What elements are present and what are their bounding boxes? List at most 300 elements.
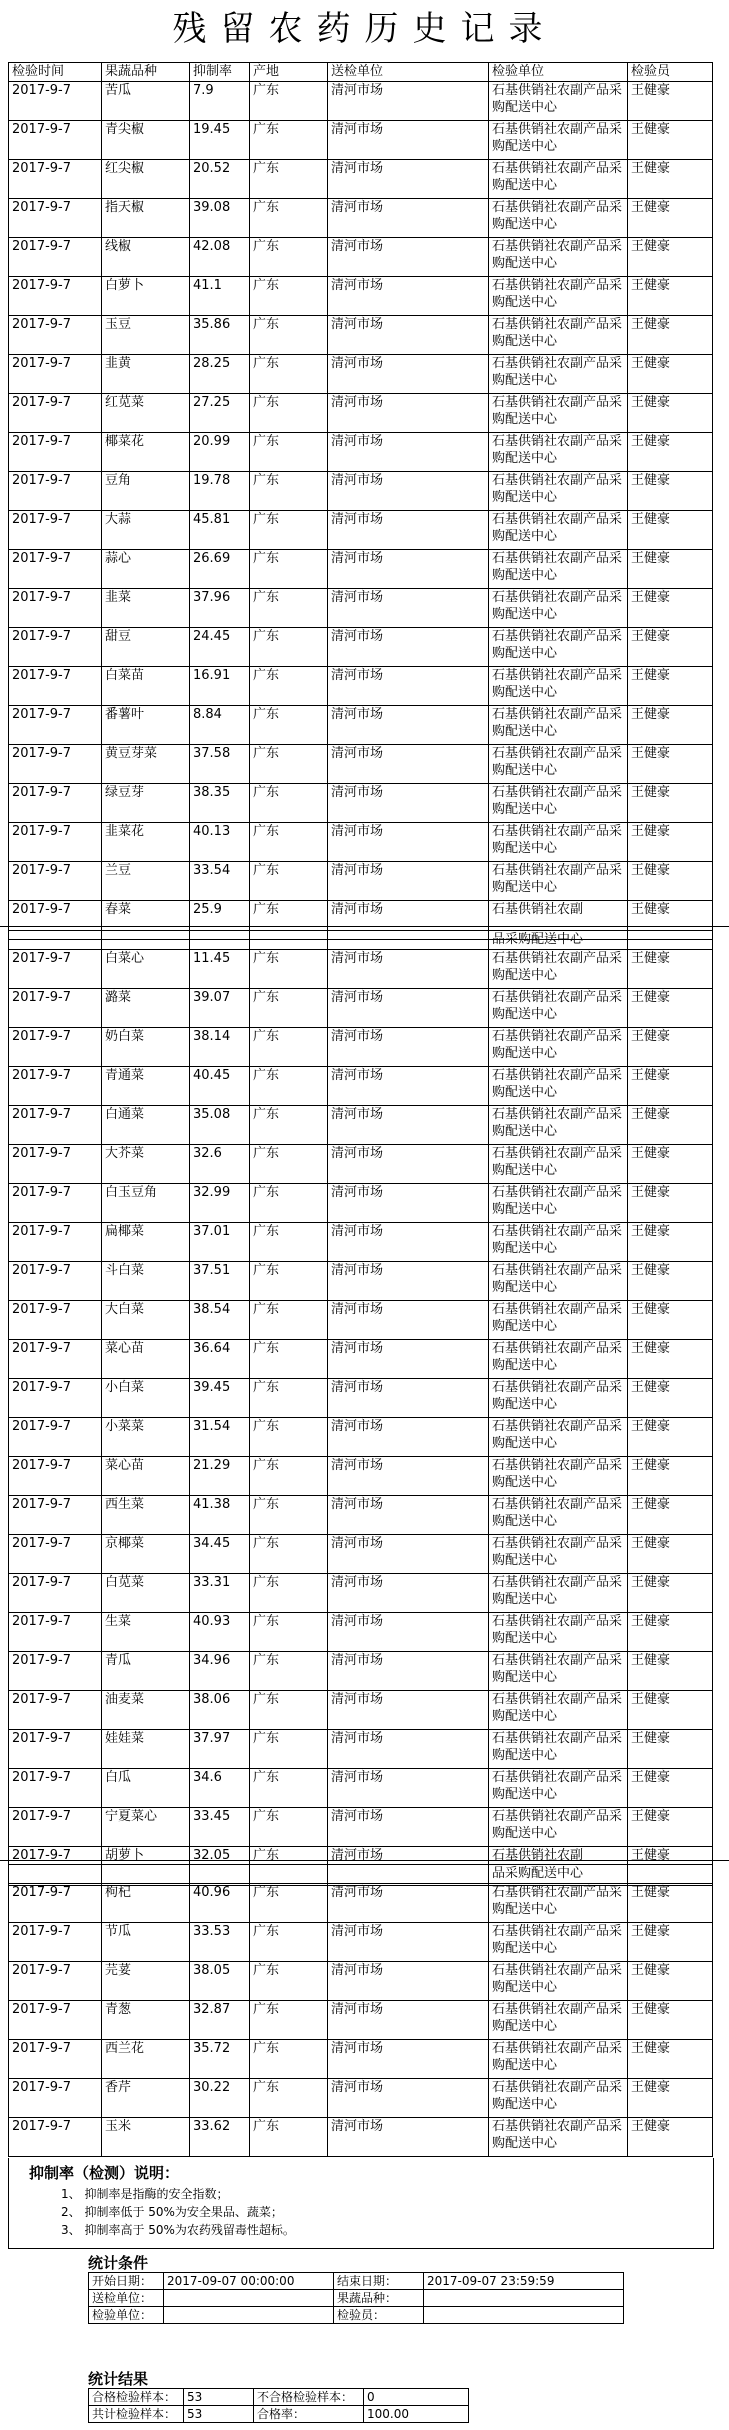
cell-sender: 清河市场 (328, 2079, 489, 2118)
table-row (9, 394, 713, 433)
cell-inspect-time: 2017-9-7 (9, 2001, 102, 2040)
cell-inspect-time: 2017-9-7 (9, 1535, 102, 1574)
cell-inhibition-rate: 16.91 (190, 667, 250, 706)
table-row (9, 550, 713, 589)
results-heading: 统计结果 (88, 2370, 149, 2388)
cell-inspector: 王健豪 (628, 628, 713, 667)
cell-sender: 清河市场 (328, 277, 489, 316)
cell-origin: 广东 (250, 589, 328, 628)
cell-inspector: 王健豪 (628, 394, 713, 433)
cell-sender: 清河市场 (328, 472, 489, 511)
table-row (9, 1106, 713, 1145)
cell-inspect-unit: 石基供销社农副产品采购配送中心 (489, 1106, 628, 1145)
cell-inspect-unit: 石基供销社农副 (489, 1847, 628, 1886)
cell-variety: 斗白菜 (102, 1262, 190, 1301)
cell-origin: 广东 (250, 1379, 328, 1418)
cell-inspect-unit: 石基供销社农副产品采购配送中心 (489, 950, 628, 989)
cell-inspect-time: 2017-9-7 (9, 1418, 102, 1457)
cell-origin: 广东 (250, 511, 328, 550)
cell-origin: 广东 (250, 2001, 328, 2040)
table-row (9, 1262, 713, 1301)
cell-origin: 广东 (250, 989, 328, 1028)
sender-value (164, 2290, 334, 2307)
cell-inspect-unit: 石基供销社农副产品采购配送中心 (489, 1301, 628, 1340)
cell-inhibition-rate: 41.1 (190, 277, 250, 316)
cell-inspect-time (9, 931, 102, 950)
cell-inhibition-rate (190, 1865, 250, 1884)
cell-sender: 清河市场 (328, 667, 489, 706)
cell-inspect-time: 2017-9-7 (9, 784, 102, 823)
cell-inhibition-rate: 38.54 (190, 1301, 250, 1340)
cell-variety: 青葱 (102, 2001, 190, 2040)
table-row (9, 1691, 713, 1730)
cell-inhibition-rate: 40.96 (190, 1884, 250, 1923)
cell-inspect-time: 2017-9-7 (9, 2118, 102, 2157)
cell-origin: 广东 (250, 1184, 328, 1223)
cell-origin: 广东 (250, 1652, 328, 1691)
cell-inspector: 王健豪 (628, 2079, 713, 2118)
cell-origin: 广东 (250, 950, 328, 989)
cell-inspect-time: 2017-9-7 (9, 950, 102, 989)
cell-inspect-time: 2017-9-7 (9, 238, 102, 277)
cell-sender: 清河市场 (328, 511, 489, 550)
cell-inspect-time: 2017-9-7 (9, 1184, 102, 1223)
cell-origin: 广东 (250, 1145, 328, 1184)
cell-variety: 兰豆 (102, 862, 190, 901)
cell-inhibition-rate: 11.45 (190, 950, 250, 989)
cell-inspect-time: 2017-9-7 (9, 1379, 102, 1418)
cell-sender: 清河市场 (328, 589, 489, 628)
cell-variety: 大蒜 (102, 511, 190, 550)
cell-inspector: 王健豪 (628, 1184, 713, 1223)
cell-variety: 胡萝卜 (102, 1847, 190, 1886)
cell-variety: 青尖椒 (102, 121, 190, 160)
cell-inhibition-rate: 37.58 (190, 745, 250, 784)
cell-sender: 清河市场 (328, 1340, 489, 1379)
cell-inspect-unit: 石基供销社农副产品采购配送中心 (489, 277, 628, 316)
table-row (9, 1340, 713, 1379)
inspect-unit-label: 检验单位： (89, 2307, 164, 2324)
cell-origin: 广东 (250, 1496, 328, 1535)
cell-variety (102, 1865, 190, 1884)
cell-sender: 清河市场 (328, 1262, 489, 1301)
cell-inspector (628, 1865, 713, 1884)
cell-inhibition-rate: 37.51 (190, 1262, 250, 1301)
cell-origin: 广东 (250, 1262, 328, 1301)
table-row (9, 1574, 713, 1613)
cell-sender: 清河市场 (328, 901, 489, 940)
cell-origin (250, 931, 328, 950)
cell-inspect-time: 2017-9-7 (9, 628, 102, 667)
cell-variety: 扁椰菜 (102, 1223, 190, 1262)
cell-sender: 清河市场 (328, 628, 489, 667)
cell-inhibition-rate: 33.54 (190, 862, 250, 901)
cell-sender: 清河市场 (328, 1769, 489, 1808)
cell-inspector: 王健豪 (628, 950, 713, 989)
cell-inspect-unit: 石基供销社农副产品采购配送中心 (489, 589, 628, 628)
conditions-table (88, 2272, 624, 2324)
cell-sender: 清河市场 (328, 2118, 489, 2157)
table-row (9, 472, 713, 511)
variety-label: 果蔬品种： (334, 2290, 424, 2307)
cell-inspect-unit: 石基供销社农副产品采购配送中心 (489, 1808, 628, 1847)
cell-origin: 广东 (250, 1847, 328, 1886)
cell-inspector: 王健豪 (628, 160, 713, 199)
cell-inspect-time: 2017-9-7 (9, 1340, 102, 1379)
cell-sender: 清河市场 (328, 1184, 489, 1223)
cell-inspect-time: 2017-9-7 (9, 1769, 102, 1808)
table-row (9, 1418, 713, 1457)
cell-inspect-unit: 石基供销社农副产品采购配送中心 (489, 199, 628, 238)
cell-origin: 广东 (250, 82, 328, 121)
cell-origin: 广东 (250, 1535, 328, 1574)
table-row (9, 1028, 713, 1067)
pass-rate-label: 合格率： (254, 2406, 364, 2423)
cell-inspector: 王健豪 (628, 989, 713, 1028)
cell-inhibition-rate: 40.45 (190, 1067, 250, 1106)
cell-origin: 广东 (250, 1808, 328, 1847)
cell-inspect-time: 2017-9-7 (9, 1884, 102, 1923)
cell-inhibition-rate: 33.31 (190, 1574, 250, 1613)
cell-inspect-unit: 石基供销社农副产品采购配送中心 (489, 1223, 628, 1262)
table-row (9, 950, 713, 989)
cell-inspect-time: 2017-9-7 (9, 160, 102, 199)
cell-inspect-unit: 石基供销社农副产品采购配送中心 (489, 550, 628, 589)
cell-inhibition-rate: 25.9 (190, 901, 250, 940)
fail-count-value: 0 (364, 2389, 469, 2406)
table-row (9, 1457, 713, 1496)
cell-inhibition-rate: 39.07 (190, 989, 250, 1028)
cell-inspect-unit: 石基供销社农副产品采购配送中心 (489, 1379, 628, 1418)
cell-origin: 广东 (250, 121, 328, 160)
cell-inhibition-rate: 37.01 (190, 1223, 250, 1262)
cell-inspect-time: 2017-9-7 (9, 1106, 102, 1145)
cell-inspector: 王健豪 (628, 82, 713, 121)
cell-sender: 清河市场 (328, 1457, 489, 1496)
cell-sender: 清河市场 (328, 316, 489, 355)
cell-origin: 广东 (250, 2118, 328, 2157)
table-row-continuation (9, 931, 713, 950)
table-row (9, 1808, 713, 1847)
cell-inhibition-rate: 32.87 (190, 2001, 250, 2040)
cell-inspect-unit: 石基供销社农副产品采购配送中心 (489, 433, 628, 472)
cell-inspect-time: 2017-9-7 (9, 1962, 102, 2001)
cell-variety: 韭菜花 (102, 823, 190, 862)
cell-variety: 西兰花 (102, 2040, 190, 2079)
cell-sender: 清河市场 (328, 394, 489, 433)
cell-inspector: 王健豪 (628, 121, 713, 160)
cell-inhibition-rate: 42.08 (190, 238, 250, 277)
cell-inspector: 王健豪 (628, 706, 713, 745)
cell-variety: 枸杞 (102, 1884, 190, 1923)
cell-sender: 清河市场 (328, 2001, 489, 2040)
record-table-page-1 (8, 62, 713, 940)
cell-inspector: 王健豪 (628, 1106, 713, 1145)
cell-sender: 清河市场 (328, 1535, 489, 1574)
cell-variety: 奶白菜 (102, 1028, 190, 1067)
cell-inspector: 王健豪 (628, 1923, 713, 1962)
header-sender: 送检单位 (328, 63, 489, 82)
cell-inspect-unit: 石基供销社农副产品采购配送中心 (489, 1496, 628, 1535)
cell-variety: 青通菜 (102, 1067, 190, 1106)
cell-inhibition-rate: 40.93 (190, 1613, 250, 1652)
cell-inspector: 王健豪 (628, 355, 713, 394)
cell-variety: 白瓜 (102, 1769, 190, 1808)
table-row (9, 745, 713, 784)
page-break (0, 1860, 729, 1861)
inspect-unit-value (164, 2307, 334, 2324)
cell-inspect-unit: 石基供销社农副产品采购配送中心 (489, 823, 628, 862)
table-row (9, 706, 713, 745)
cell-variety: 红尖椒 (102, 160, 190, 199)
table-row (9, 2001, 713, 2040)
cell-origin: 广东 (250, 433, 328, 472)
cell-sender: 清河市场 (328, 1067, 489, 1106)
cell-inspect-time: 2017-9-7 (9, 433, 102, 472)
table-row (9, 238, 713, 277)
cell-origin: 广东 (250, 1223, 328, 1262)
cell-variety: 小菜菜 (102, 1418, 190, 1457)
cell-inhibition-rate: 32.6 (190, 1145, 250, 1184)
cell-inspect-time: 2017-9-7 (9, 1496, 102, 1535)
table-row (9, 1145, 713, 1184)
cell-origin: 广东 (250, 355, 328, 394)
cell-inspect-unit: 石基供销社农副产品采购配送中心 (489, 1613, 628, 1652)
cell-inhibition-rate: 35.08 (190, 1106, 250, 1145)
start-date-label: 开始日期： (89, 2273, 164, 2290)
cell-inspector: 王健豪 (628, 1457, 713, 1496)
cell-inspect-time: 2017-9-7 (9, 82, 102, 121)
cell-origin: 广东 (250, 1457, 328, 1496)
cell-variety: 大芥菜 (102, 1145, 190, 1184)
cell-inspect-unit: 石基供销社农副产品采购配送中心 (489, 1340, 628, 1379)
cell-variety: 韭菜 (102, 589, 190, 628)
cell-inhibition-rate: 21.29 (190, 1457, 250, 1496)
cell-inspect-time: 2017-9-7 (9, 823, 102, 862)
cell-variety: 甜豆 (102, 628, 190, 667)
cell-inspect-time: 2017-9-7 (9, 706, 102, 745)
table-row (9, 1223, 713, 1262)
cell-inspect-time: 2017-9-7 (9, 550, 102, 589)
cell-variety: 西生菜 (102, 1496, 190, 1535)
fail-count-label: 不合格检验样本： (254, 2389, 364, 2406)
cell-inspector: 王健豪 (628, 1379, 713, 1418)
table-row (9, 1769, 713, 1808)
cell-inhibition-rate: 38.14 (190, 1028, 250, 1067)
cell-sender (328, 1865, 489, 1884)
header-inhibition-rate: 抑制率 (190, 63, 250, 82)
table-row (9, 277, 713, 316)
cell-inspector: 王健豪 (628, 1145, 713, 1184)
cell-sender: 清河市场 (328, 950, 489, 989)
cell-inspect-unit: 石基供销社农副产品采购配送中心 (489, 1184, 628, 1223)
cell-inspect-unit: 石基供销社农副产品采购配送中心 (489, 706, 628, 745)
cell-sender: 清河市场 (328, 1379, 489, 1418)
table-row (9, 823, 713, 862)
cell-inhibition-rate: 35.72 (190, 2040, 250, 2079)
cell-inspector: 王健豪 (628, 862, 713, 901)
cell-inspect-unit: 石基供销社农副产品采购配送中心 (489, 1028, 628, 1067)
cell-variety: 蒜心 (102, 550, 190, 589)
cell-sender: 清河市场 (328, 1652, 489, 1691)
cell-sender: 清河市场 (328, 199, 489, 238)
cell-inspector: 王健豪 (628, 1884, 713, 1923)
table-row (9, 1923, 713, 1962)
cell-origin (250, 1865, 328, 1884)
cell-sender: 清河市场 (328, 989, 489, 1028)
cell-inspect-unit: 石基供销社农副产品采购配送中心 (489, 1730, 628, 1769)
table-row (9, 1184, 713, 1223)
cell-inspect-unit: 石基供销社农副产品采购配送中心 (489, 1574, 628, 1613)
total-count-value: 53 (184, 2406, 254, 2423)
cell-origin: 广东 (250, 1962, 328, 2001)
cell-inspect-time: 2017-9-7 (9, 355, 102, 394)
cell-inspector: 王健豪 (628, 199, 713, 238)
cell-inhibition-rate: 30.22 (190, 2079, 250, 2118)
cell-inspect-unit: 石基供销社农副产品采购配送中心 (489, 628, 628, 667)
inspector-value (424, 2307, 624, 2324)
cell-sender: 清河市场 (328, 1223, 489, 1262)
cell-sender: 清河市场 (328, 1884, 489, 1923)
table-row (9, 2040, 713, 2079)
cell-origin: 广东 (250, 1340, 328, 1379)
table-row (9, 589, 713, 628)
variety-value (424, 2290, 624, 2307)
cell-variety: 豆角 (102, 472, 190, 511)
cell-origin: 广东 (250, 1691, 328, 1730)
cell-inspect-unit: 石基供销社农副产品采购配送中心 (489, 989, 628, 1028)
cell-origin: 广东 (250, 1613, 328, 1652)
cell-inhibition-rate: 34.45 (190, 1535, 250, 1574)
table-row (9, 1962, 713, 2001)
table-row (9, 862, 713, 901)
table-row (9, 2118, 713, 2157)
cell-variety: 白通菜 (102, 1106, 190, 1145)
cell-variety: 苦瓜 (102, 82, 190, 121)
cell-origin: 广东 (250, 745, 328, 784)
header-variety: 果蔬品种 (102, 63, 190, 82)
cell-inspector: 王健豪 (628, 1613, 713, 1652)
cell-origin: 广东 (250, 823, 328, 862)
cell-inspect-unit: 石基供销社农副产品采购配送中心 (489, 1962, 628, 2001)
cell-inspect-unit: 石基供销社农副产品采购配送中心 (489, 1535, 628, 1574)
cell-inhibition-rate: 33.62 (190, 2118, 250, 2157)
cell-inhibition-rate: 28.25 (190, 355, 250, 394)
cell-origin: 广东 (250, 1067, 328, 1106)
cell-inspector: 王健豪 (628, 745, 713, 784)
cell-inhibition-rate: 19.45 (190, 121, 250, 160)
cell-inhibition-rate: 34.6 (190, 1769, 250, 1808)
cell-inspect-unit: 石基供销社农副产品采购配送中心 (489, 1769, 628, 1808)
cell-inspect-time: 2017-9-7 (9, 121, 102, 160)
cell-inhibition-rate: 34.96 (190, 1652, 250, 1691)
cell-inspect-unit: 石基供销社农副产品采购配送中心 (489, 862, 628, 901)
cell-sender: 清河市场 (328, 706, 489, 745)
cell-sender: 清河市场 (328, 82, 489, 121)
cell-inspector: 王健豪 (628, 1223, 713, 1262)
cell-inspector: 王健豪 (628, 1067, 713, 1106)
cell-inspect-time: 2017-9-7 (9, 1613, 102, 1652)
cell-inhibition-rate: 26.69 (190, 550, 250, 589)
cell-inspect-unit: 石基供销社农副产品采购配送中心 (489, 667, 628, 706)
cell-sender: 清河市场 (328, 1301, 489, 1340)
cell-inspect-unit: 品采购配送中心 (489, 931, 628, 950)
cell-inspect-unit: 石基供销社农副产品采购配送中心 (489, 1067, 628, 1106)
cell-inspect-time: 2017-9-7 (9, 745, 102, 784)
table-row-continuation (9, 1865, 713, 1884)
cell-inspect-unit: 石基供销社农副产品采购配送中心 (489, 1145, 628, 1184)
cell-origin: 广东 (250, 1301, 328, 1340)
cell-inspect-time: 2017-9-7 (9, 277, 102, 316)
cell-origin: 广东 (250, 160, 328, 199)
cell-inspect-time: 2017-9-7 (9, 1262, 102, 1301)
cell-inspect-time: 2017-9-7 (9, 472, 102, 511)
table-row (9, 316, 713, 355)
cell-inspect-unit: 石基供销社农副产品采购配送中心 (489, 2040, 628, 2079)
cell-inhibition-rate: 20.99 (190, 433, 250, 472)
cell-inspect-time: 2017-9-7 (9, 989, 102, 1028)
cell-inspect-time: 2017-9-7 (9, 1730, 102, 1769)
cell-variety: 芫荽 (102, 1962, 190, 2001)
table-row (9, 1301, 713, 1340)
cell-origin: 广东 (250, 472, 328, 511)
cell-origin: 广东 (250, 667, 328, 706)
cell-inspect-time: 2017-9-7 (9, 901, 102, 940)
cell-inhibition-rate: 37.97 (190, 1730, 250, 1769)
cell-inspect-unit: 石基供销社农副产品采购配送中心 (489, 2118, 628, 2157)
cell-inspect-time: 2017-9-7 (9, 199, 102, 238)
cell-origin: 广东 (250, 1884, 328, 1923)
cell-sender: 清河市场 (328, 745, 489, 784)
cell-inspect-unit: 石基供销社农副产品采购配送中心 (489, 121, 628, 160)
cell-inspect-time: 2017-9-7 (9, 1301, 102, 1340)
cell-origin: 广东 (250, 2040, 328, 2079)
cell-origin: 广东 (250, 628, 328, 667)
cell-inspect-unit: 石基供销社农副产品采购配送中心 (489, 238, 628, 277)
table-row (9, 121, 713, 160)
cell-origin: 广东 (250, 1028, 328, 1067)
cell-origin: 广东 (250, 1769, 328, 1808)
cell-inhibition-rate: 37.96 (190, 589, 250, 628)
cell-inspect-unit: 石基供销社农副产品采购配送中心 (489, 1418, 628, 1457)
cell-inspect-unit: 石基供销社农副产品采购配送中心 (489, 1691, 628, 1730)
note-item: 2、 抑制率低于 50%为安全果品、蔬菜； (61, 2205, 283, 2219)
cell-variety: 菜心苗 (102, 1457, 190, 1496)
cell-inhibition-rate (190, 931, 250, 950)
cell-inspector: 王健豪 (628, 1301, 713, 1340)
cell-inspector: 王健豪 (628, 1340, 713, 1379)
cell-variety: 白菜心 (102, 950, 190, 989)
note-item: 3、 抑制率高于 50%为农药残留毒性超标。 (61, 2223, 295, 2237)
cell-sender: 清河市场 (328, 1923, 489, 1962)
cell-sender: 清河市场 (328, 433, 489, 472)
cell-variety: 玉米 (102, 2118, 190, 2157)
pass-count-label: 合格检验样本： (89, 2389, 184, 2406)
cell-inspect-unit: 石基供销社农副 (489, 901, 628, 940)
cell-inspector: 王健豪 (628, 277, 713, 316)
cell-variety: 白玉豆角 (102, 1184, 190, 1223)
notes-heading: 抑制率（检测）说明： (29, 2164, 180, 2182)
cell-inspect-time: 2017-9-7 (9, 1457, 102, 1496)
table-row (9, 1067, 713, 1106)
cell-variety: 绿豆芽 (102, 784, 190, 823)
cell-inspector: 王健豪 (628, 1730, 713, 1769)
cell-origin: 广东 (250, 238, 328, 277)
cell-inhibition-rate: 32.05 (190, 1847, 250, 1886)
cell-sender: 清河市场 (328, 1847, 489, 1886)
cell-inspect-unit: 石基供销社农副产品采购配送中心 (489, 1652, 628, 1691)
cell-inspector: 王健豪 (628, 667, 713, 706)
